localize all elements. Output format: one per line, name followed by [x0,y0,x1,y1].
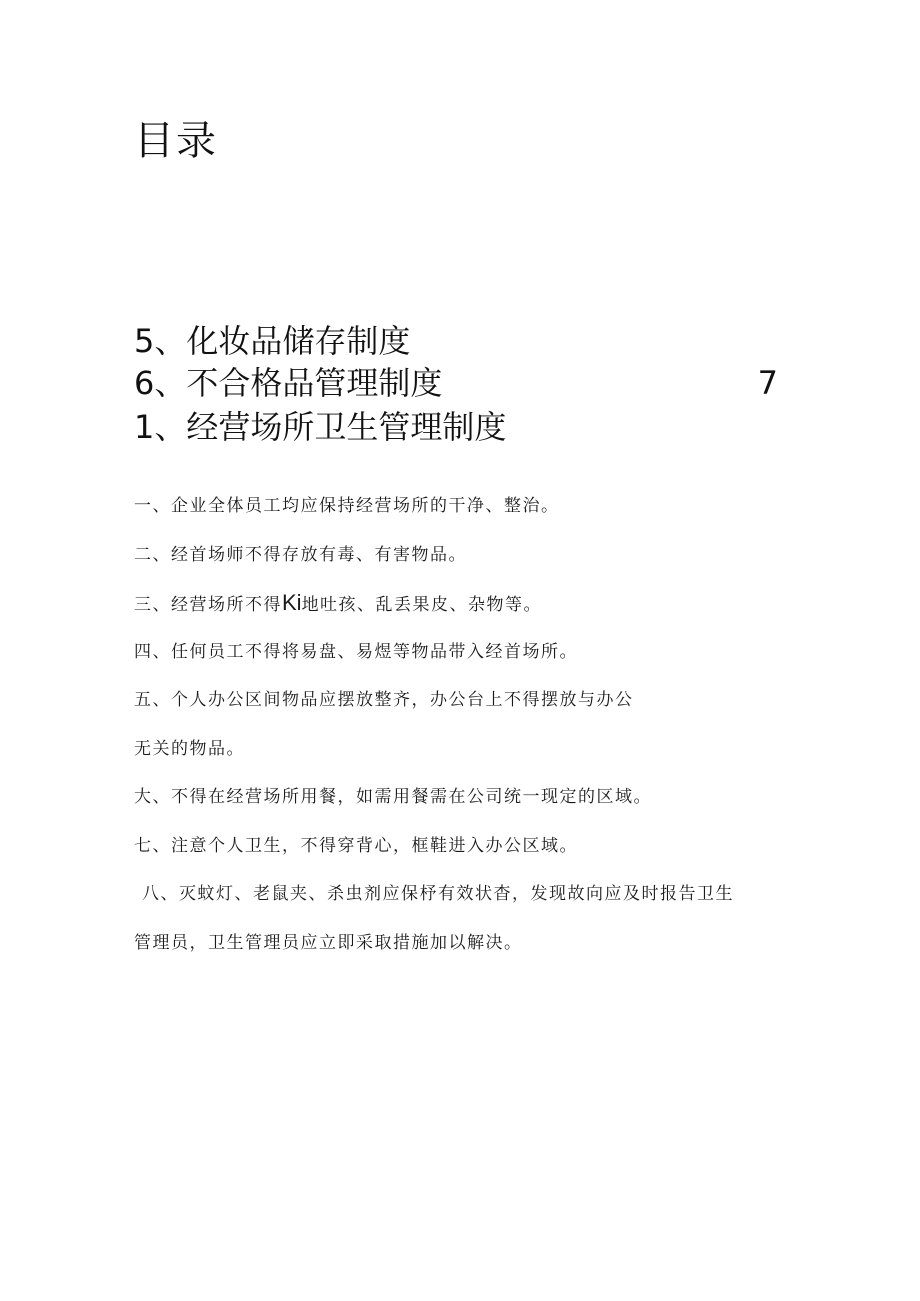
toc-entry-page: 7 [757,364,778,402]
rule-line: 四、任何员工不得将易盘、易煜等物品带入经首场所。 [134,641,578,662]
section-title: 1、经营场所卫生管理制度 [134,408,507,446]
toc-entry-text: 5、化妆品储存制度 [134,322,411,360]
toc-list [134,320,784,404]
rule-line: 八、灭蚊灯、老鼠夹、杀虫剂应保杼有效状杳，发现故向应及时报告卫生 [142,884,734,904]
rule-line: 五、个人办公区间物品应摆放整齐，办公台上不得摆放与办公 [134,690,634,710]
rule-line: 无关的物品。 [134,738,245,759]
toc-title: 目录 [134,118,218,164]
rule-line-part: 地吐孩、乱丢果皮、杂物等。 [301,595,543,615]
rule-line [134,585,794,634]
toc-entry [134,362,784,404]
toc-entry-text: 6、不合格品管理制度 [134,364,443,402]
rules-list [134,488,794,973]
rule-line: 管理员，卫生管理员应立即采取措施加以解决。 [134,932,523,953]
rule-line-mixed-text: Ki [282,590,302,615]
rule-line: 二、经首场师不得存放有毒、有害物品。 [134,544,467,565]
rule-line: 大、不得在经营场所用餐，如需用餐需在公司统一现定的区域。 [134,787,652,807]
rule-line: 七、注意个人卫生，不得穿背心，框鞋进入办公区域。 [134,835,578,856]
toc-entry [134,320,784,362]
rule-line-part: 三、经营场所不得 [134,595,282,615]
rule-line: 一、企业全体员工均应保持经营场所的干净、整治。 [134,496,560,516]
